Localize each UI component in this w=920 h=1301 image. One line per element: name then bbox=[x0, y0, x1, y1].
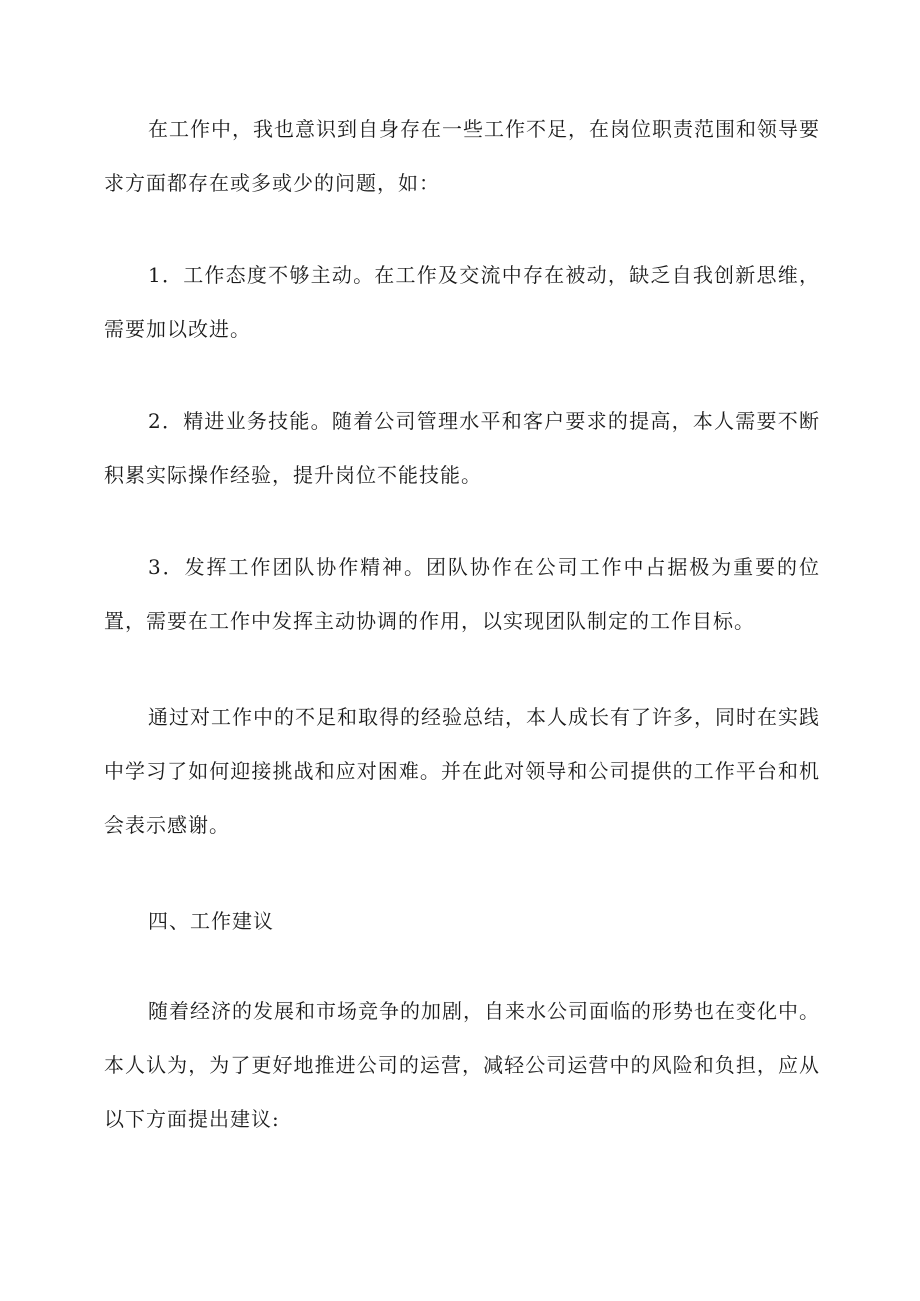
paragraph-item-3: 3．发挥工作团队协作精神。团队协作在公司工作中占据极为重要的位置，需要在工作中发挥主动协调的作用，以实现团队制定的工作目标。 bbox=[104, 555, 820, 633]
section-heading: 四、工作建议 bbox=[148, 909, 274, 933]
paragraph-suggestions-intro: 随着经济的发展和市场竞争的加剧，自来水公司面临的形势也在变化中。本人认为，为了更好地推进公司的运营，减轻公司运营中的风险和负担，应从以下方面提出建议: bbox=[104, 999, 820, 1131]
paragraph-item-1: 1．工作态度不够主动。在工作及交流中存在被动，缺乏自我创新思维，需要加以改进。 bbox=[104, 263, 820, 341]
paragraph-shortcomings-intro: 在工作中，我也意识到自身存在一些工作不足，在岗位职责范围和领导要求方面都存在或多或少的问题，如： bbox=[104, 117, 820, 195]
paragraph-item-2: 2．精进业务技能。随着公司管理水平和客户要求的提高，本人需要不断积累实际操作经验，提升岗位不能技能。 bbox=[104, 409, 820, 487]
paragraph-summary: 通过对工作中的不足和取得的经验总结，本人成长有了许多，同时在实践中学习了如何迎接挑战和应对困难。并在此对领导和公司提供的工作平台和机会表示感谢。 bbox=[104, 705, 820, 837]
